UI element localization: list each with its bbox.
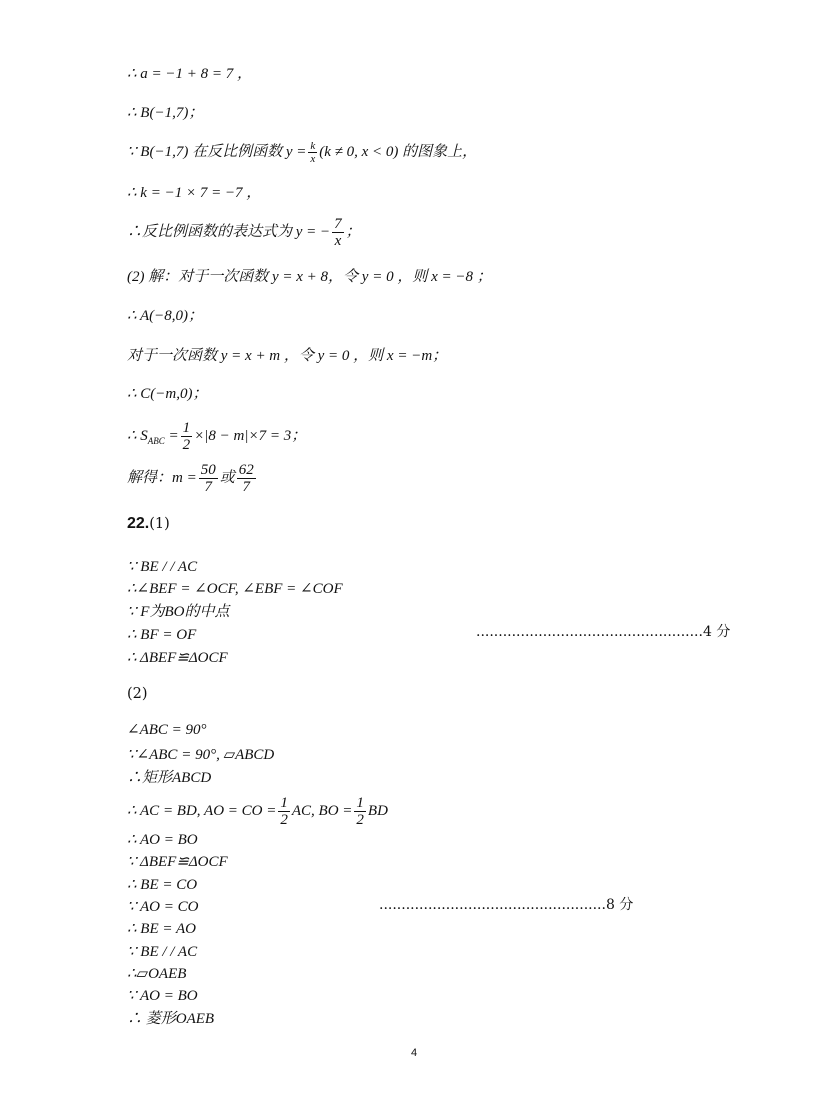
- page-number: 4: [411, 1047, 418, 1059]
- line-point-b: ∴ B(−1,7)；: [127, 105, 204, 121]
- line-k-value: ∴ k = −1 × 7 = −7 ，: [127, 185, 262, 201]
- fraction-62-over-7: $\frac{62}{7}$: [238, 462, 254, 495]
- fraction-half-ac: $\frac{1}{2}$: [280, 795, 288, 828]
- fraction-7-over-x: $\frac{7}{x}$: [334, 216, 342, 249]
- q22-p2-line-1: ∠ABC = 90°: [127, 722, 207, 738]
- line-part2-intro: (2) 解：对于一次函数 y = x + 8，令 y = 0 ，则 x = −8 ；: [127, 269, 492, 285]
- q22-p1-line-2: ∴∠BEF = ∠OCF, ∠EBF = ∠COF: [127, 581, 343, 597]
- line-b-on-curve: ∵ B(−1,7) 在反比例函数 y = $\frac{k}{x}$ (k ≠ 0, x < 0) 的图象上，: [127, 140, 478, 165]
- q22-p2-line-6: ∵ ΔBEF≌ΔOCF: [127, 854, 228, 870]
- q22-p2-line-3: ∴矩形ABCD: [127, 770, 212, 786]
- q22-p1-line-4: ∴ BF = OF: [127, 627, 197, 643]
- q22-p2-line-4: ∴ AC = BD, AO = CO = $\frac{1}{2}$ AC, BO = $\frac{1}{2}$ BD: [127, 795, 388, 828]
- score-8-points: ...................................................8 分: [379, 897, 634, 913]
- line-second-function: 对于一次函数 y = x + m ，令 y = 0 ，则 x = −m；: [127, 348, 448, 364]
- q22-p1-line-5: ∴ ΔBEF≌ΔOCF: [127, 650, 228, 666]
- line-point-a: ∴ A(−8,0)；: [127, 308, 204, 324]
- line-a-value: ∴ a = −1 + 8 = 7 ，: [127, 66, 253, 82]
- line-point-c: ∴ C(−m,0)；: [127, 386, 208, 402]
- fraction-k-over-x: $\frac{k}{x}$: [310, 140, 316, 165]
- q22-p2-line-2: ∵∠ABC = 90°, ▱ABCD: [127, 747, 275, 763]
- q22-p1-line-3: ∵ F为BO的中点: [127, 604, 230, 620]
- q22-p2-line-8: ∵ AO = CO: [127, 899, 199, 915]
- q22-p2-line-12: ∵ AO = BO: [127, 988, 198, 1004]
- line-function-expression: ∴反比例函数的表达式为 y = − $\frac{7}{x}$ ；: [127, 216, 361, 249]
- q22-p2-line-9: ∴ BE = AO: [127, 921, 196, 937]
- q22-p2-line-5: ∴ AO = BO: [127, 832, 198, 848]
- q22-part2-label: (2): [127, 686, 148, 702]
- fraction-half-bd: $\frac{1}{2}$: [356, 795, 364, 828]
- q22-p2-line-10: ∵ BE / / AC: [127, 944, 198, 960]
- q22-p2-line-13: ∴ 菱形OAEB: [127, 1011, 215, 1027]
- fraction-50-over-7: $\frac{50}{7}$: [200, 462, 216, 495]
- question-22-heading: 22.(1): [127, 515, 170, 532]
- q22-p2-line-7: ∴ BE = CO: [127, 877, 198, 893]
- score-4-points: ...................................................4 分: [476, 624, 731, 640]
- fraction-one-half: $\frac{1}{2}$: [182, 420, 191, 453]
- q22-p2-line-11: ∴▱OAEB: [127, 966, 187, 982]
- q22-p1-line-1: ∵ BE / / AC: [127, 559, 198, 575]
- line-area-equation: ∴ $S_{ABC}$ = $\frac{1}{2}$ ×|8 − m|×7 = 3；: [127, 420, 307, 453]
- line-solution-m: 解得：m = $\frac{50}{7}$ 或 $\frac{62}{7}$: [127, 462, 254, 495]
